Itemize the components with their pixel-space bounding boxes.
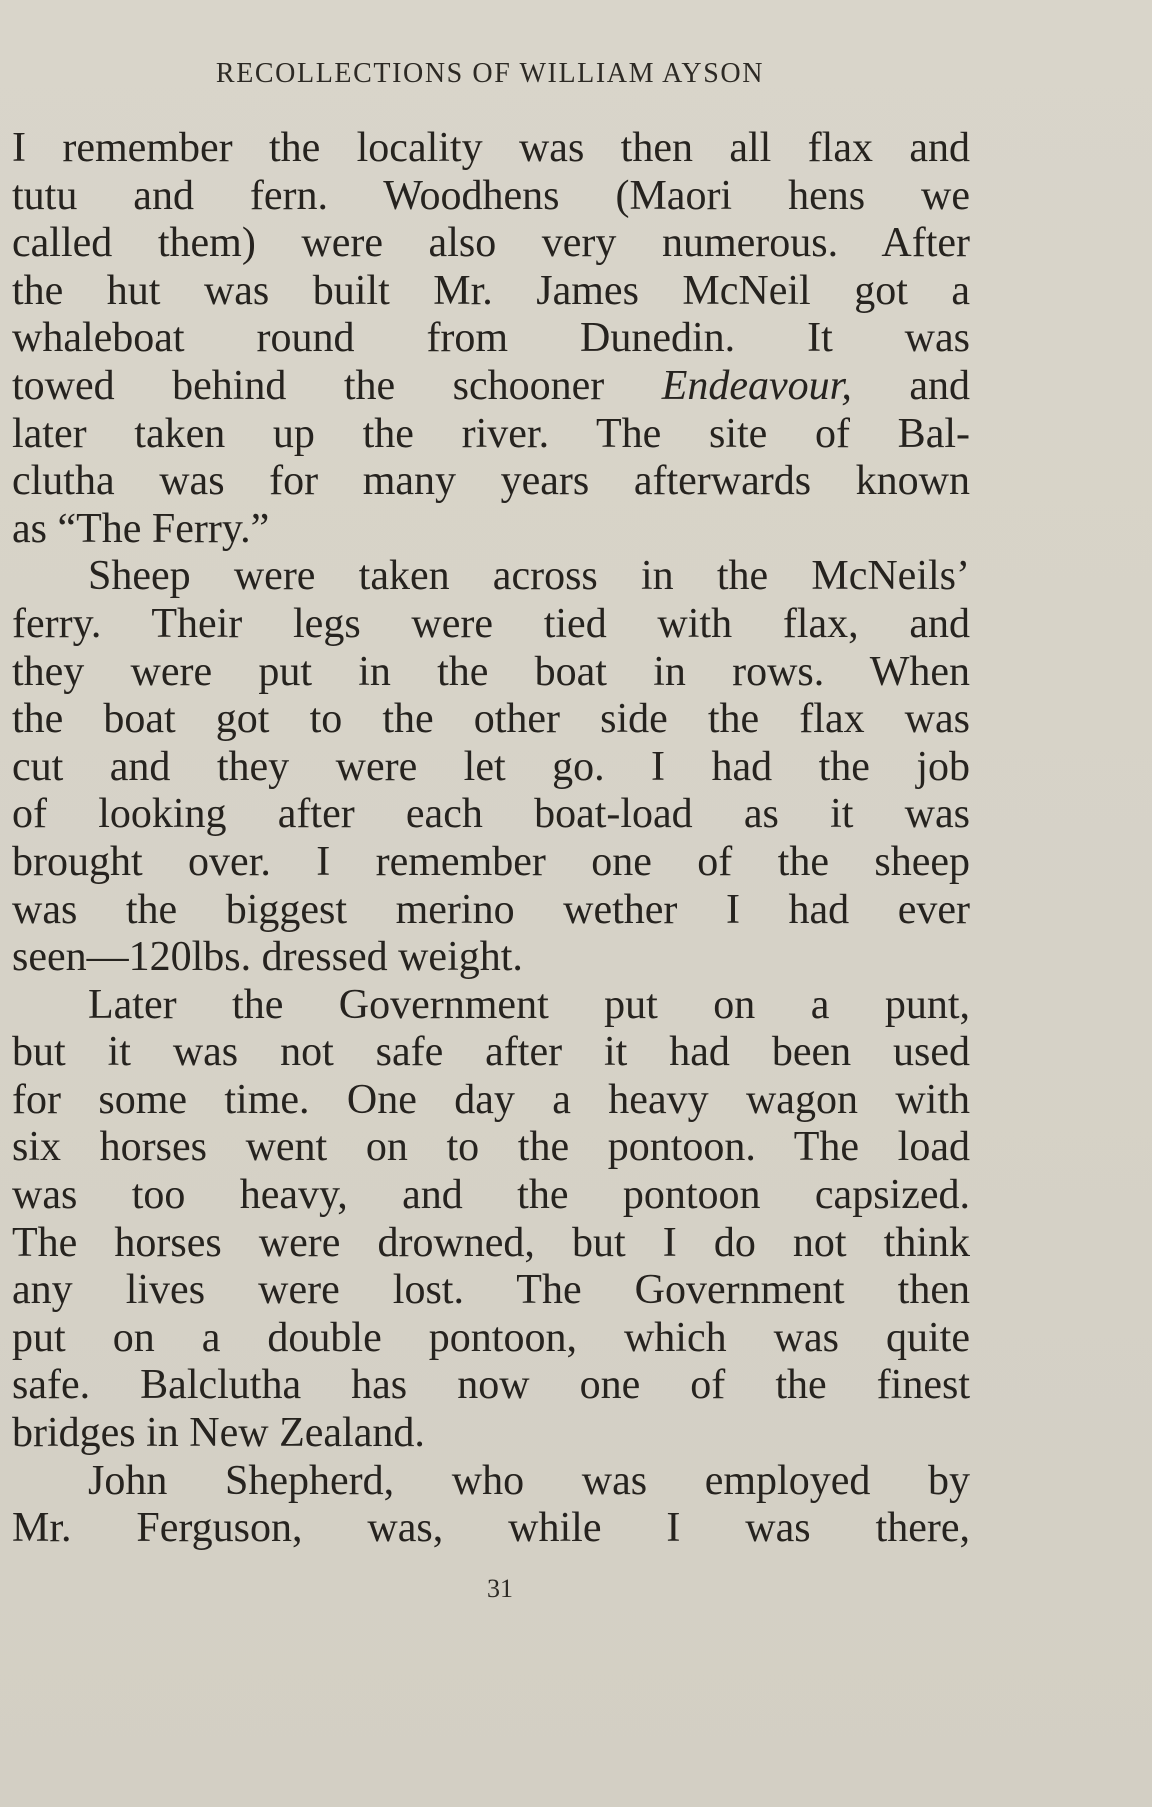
text-line: safe. Balclutha has now one of the finest bbox=[12, 1362, 970, 1409]
text-line: for some time. One day a heavy wagon with bbox=[12, 1076, 970, 1123]
text-line: clutha was for many years afterwards known bbox=[12, 458, 970, 505]
text-line: the boat got to the other side the flax was bbox=[12, 696, 970, 743]
text-line: I remember the locality was then all flax and bbox=[12, 125, 970, 171]
text-line: cut and they were let go. I had the job bbox=[12, 743, 970, 790]
text-line: but it was not safe after it had been used bbox=[12, 1029, 970, 1076]
text-line: of looking after each boat-load as it was bbox=[12, 791, 970, 838]
text-line: tutu and fern. Woodhens (Maori hens we bbox=[12, 172, 970, 219]
text-line: they were put in the boat in rows. When bbox=[12, 648, 970, 695]
text-segment: towed behind the schooner bbox=[12, 362, 662, 409]
text-line: whaleboat round from Dunedin. It was bbox=[12, 315, 970, 362]
text-line: ferry. Their legs were tied with flax, and bbox=[12, 600, 970, 647]
text-line: The horses were drowned, but I do not think bbox=[12, 1219, 970, 1266]
text-line: any lives were lost. The Government then bbox=[12, 1267, 970, 1314]
text-line: the hut was built Mr. James McNeil got a bbox=[12, 267, 970, 314]
text-line: put on a double pontoon, which was quite bbox=[12, 1314, 970, 1361]
text-segment: and bbox=[851, 362, 970, 409]
text-line: seen—120lbs. dressed weight. bbox=[12, 934, 523, 981]
text-line bbox=[12, 363, 970, 411]
text-line: later taken up the river. The site of Bal- bbox=[12, 410, 970, 457]
text-line: was the biggest merino wether I had ever bbox=[12, 886, 970, 933]
text-line: brought over. I remember one of the sheep bbox=[12, 838, 970, 885]
running-head: RECOLLECTIONS OF WILLIAM AYSON bbox=[215, 58, 765, 89]
body-text bbox=[12, 125, 970, 1553]
text-line: as “The Ferry.” bbox=[12, 505, 270, 552]
text-line: John Shepherd, who was employed by bbox=[88, 1457, 970, 1504]
text-line: Later the Government put on a punt, bbox=[88, 981, 970, 1028]
text-line: bridges in New Zealand. bbox=[12, 1410, 425, 1457]
text-line: was too heavy, and the pontoon capsized. bbox=[12, 1172, 970, 1219]
text-line: Mr. Ferguson, was, while I was there, bbox=[12, 1505, 970, 1552]
text-line: six horses went on to the pontoon. The load bbox=[12, 1124, 970, 1171]
text-line: called them) were also very numerous. After bbox=[12, 220, 970, 267]
page-number: 31 bbox=[487, 1574, 513, 1603]
ship-name: Endeavour, bbox=[661, 362, 852, 409]
text-line: Sheep were taken across in the McNeils’ bbox=[88, 553, 970, 600]
